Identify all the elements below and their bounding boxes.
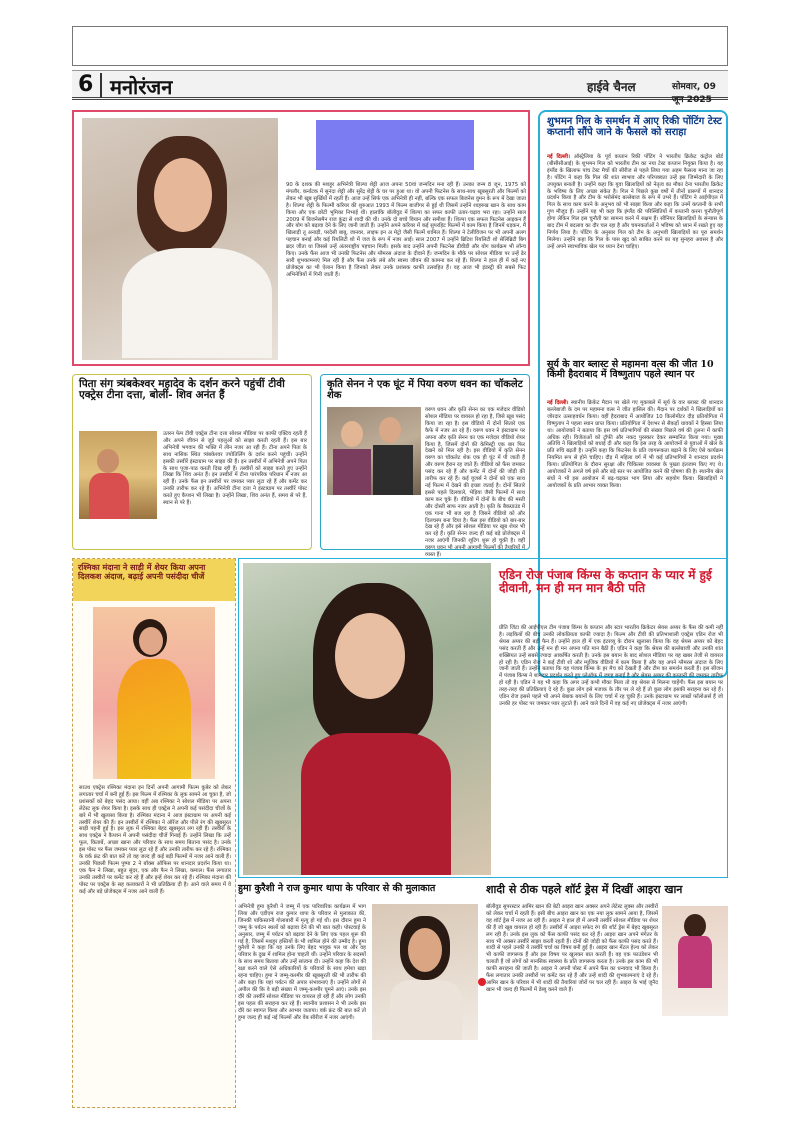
tina-body: उतरन फेम टीवी एक्ट्रेस टीना दत्ता सोशल मीडिया पर काफी एक्टिव रहती हैं और अपने जीवन से जुड़े पहलुओं को साझा करती रहती हैं। इस बार अभिनेत्री भगवान की भक्ति में लीन नजर आ रही हैं। टीना अपने पिता के साथ नासिक स्थित त्र्यंबकेश्वर ज्योतिर्लिंग के दर्शन करने पहुंचीं। उन्होंने इसकी तस्वीरें इंस्टाग्राम पर साझा की हैं। इन तस्वीरों में अभिनेत्री अपने पिता के साथ पूजा-पाठ करती दिख रही हैं। तस्वीरों को साझा करते हुए उन्होंने लिखा कि शिव अनंत हैं। इन तस्वीरों में टीना पारंपरिक परिधान में नजर आ रही हैं। उनके फैंस इन तस्वीरों पर जमकर प्यार लुटा रहे हैं और कमेंट कर उनकी तारीफ कर रहे हैं। अभिनेत्री टीना दत्ता ने इंस्टाग्राम पर तस्वीरें पोस्ट करते हुए कैप्शन भी लिखा है। उन्होंने लिखा, शिव अनंत हैं, समय से परे हैं, स्थान से परे हैं।: [163, 431, 307, 507]
kriti-headline: कृति सेनन ने एक घूंट में पिया वरुण धवन का चॉकलेट शेक: [327, 379, 523, 401]
top-banner-frame: [72, 26, 728, 66]
shubman-headline: शुभमन गिल के समर्थन में आए रिकी पोंटिंग टेस्ट कप्तानी सौंपे जाने के फैसले को सराहा: [547, 116, 722, 138]
huma-photo: [372, 904, 478, 1040]
tina-photo: [79, 431, 157, 519]
article-aaira: [486, 882, 728, 1108]
surya-text: स्थानीय क्रिकेट मैदान पर खेले गए मुकाबले में सूर्य के वार ब्लास्ट की शानदार बल्लेबाजी के दम पर महामना वत्स ने जीत हासिल की। मैदान पर दर्शकों ने खिलाड़ियों का जोरदार उत्साहवर्धन किया। वहीं हैदराबाद में आयोजित 10 किलोमीटर दौड़ प्रतियोगिता में विष्णुताप ने पहला स्थान प्राप्त किया। प्रतियोगिता में देशभर से सैकड़ों धावकों ने हिस्सा लिया था। आयोजकों ने बताया कि इस वर्ष प्रतिभागियों की संख्या पिछले वर्ष की तुलना में काफी अधिक रही। विजेताओं को ट्रॉफी और नकद पुरस्कार देकर सम्मानित किया गया। मुख्य अतिथि ने खिलाड़ियों को बधाई दी और कहा कि इस तरह के आयोजनों से युवाओं में खेल के प्रति रुचि बढ़ती है। उन्होंने कहा कि फिटनेस के प्रति जागरूकता बढ़ाने के लिए ऐसे कार्यक्रम नियमित रूप से होने चाहिए। दौड़ में महिला वर्ग में भी कई प्रतिभागियों ने शानदार प्रदर्शन किया। प्रतियोगिता के दौरान सुरक्षा और चिकित्सा व्यवस्था के पुख्ता इंतजाम किए गए थे। आयोजकों ने अगले वर्ष इसे और बड़े स्तर पर आयोजित करने की घोषणा की है। स्थानीय खेल संघों ने भी इस आयोजन में बढ़-चढ़कर भाग लिया और सहयोग किया। खिलाड़ियों ने आयोजकों के प्रति आभार व्यक्त किया।: [547, 400, 724, 489]
page-header: [72, 70, 728, 105]
shubman-body: [547, 154, 723, 354]
aaira-headline: शादी से ठीक पहले शॉर्ट ड्रेस में दिखीं आइरा खान: [486, 883, 683, 896]
article-rashmika: [72, 558, 236, 1108]
rashmika-body: साउथ एक्ट्रेस रश्मिका मंदाना इन दिनों अपनी आगामी फिल्म कुबेर को लेकर लगातार चर्चा में बनी हुई हैं। इस फिल्म में रश्मिका के लुक सामने आ चुका है, जो प्रशंसकों को बेहद पसंद आया। वहीं अब रश्मिका ने सोशल मीडिया पर अपना लेटेस्ट लुक शेयर किया है। इसके साथ ही एक्ट्रेस ने अपनी कई पसंदीदा चीजों के बारे में भी खुलासा किया है। रश्मिका मंदाना ने आज इंस्टाग्राम पर अपनी कई तस्वीरें शेयर की हैं। इन तस्वीरों में रश्मिका ने ऑरेंज और पीले रंग की खूबसूरत साड़ी पहनी हुई है। इस लुक में रश्मिका बेहद खूबसूरत लग रही हैं। तस्वीरों के साथ एक्ट्रेस ने कैप्शन में अपनी पसंदीदा चीजें गिनाई हैं। उन्होंने लिखा कि उन्हें फूल, किताबें, अच्छा खाना और परिवार के साथ समय बिताना पसंद है। उनके इस पोस्ट पर फैंस जमकर प्यार लुटा रहे हैं और उनकी तारीफ कर रहे हैं। रश्मिका के वर्क फ्रंट की बात करें तो वह जल्द ही कई बड़ी फिल्मों में नजर आने वाली हैं। उनकी पिछली फिल्म पुष्पा 2 ने बॉक्स ऑफिस पर शानदार प्रदर्शन किया था। एक फैन ने लिखा, बहुत सुंदर, एक और फैन ने लिखा, कमाल। फैंस लगातार उनकी तस्वीरों पर कमेंट कर रहे हैं और इन्हें शेयर कर रहे हैं। रश्मिका मंदाना की पोस्ट पर एक्ट्रेस के सह कलाकारों ने भी प्रतिक्रिया दी है। आने वाले समय में वे कई और बड़े प्रोजेक्ट्स में नजर आने वाली हैं।: [79, 785, 231, 895]
huma-body: अभिनेत्री हुमा कुरैशी ने जम्मू में एक पारिवारिक कार्यक्रम में भाग लिया और एडीएम राज कुमार थापा के परिवार से मुलाकात की, जिनकी पाकिस्तानी गोलाबारी में मृत्यु हो गई थी। इस दौरान हुमा ने जम्मू के पर्यटन स्थलों को बढ़ावा देने की भी बात कही। पोस्टवाई के अनुसार, जम्मू में पर्यटन को बढ़ावा देने के लिए एक पहल शुरू की गई है, जिसमें मशहूर हस्तियों के भी शामिल होने की उम्मीद है। हुमा कुरैशी ने कहा कि यह उनके लिए बेहद भावुक पल था और वह परिवार के दुख में शामिल होना चाहती थीं। उन्होंने परिवार के सदस्यों के साथ समय बिताया और उन्हें सांत्वना दी। उन्होंने कहा कि देश की रक्षा करने वाले ऐसे अधिकारियों के परिवारों के साथ हमेशा खड़ा रहना चाहिए। हुमा ने जम्मू-कश्मीर की खूबसूरती की भी तारीफ की और कहा कि यहां पर्यटन की अपार संभावनाएं हैं। उन्होंने लोगों से अपील की कि वे बड़ी संख्या में जम्मू-कश्मीर घूमने आएं। उनके इस दौरे की तस्वीरें सोशल मीडिया पर वायरल हो रही हैं और लोग उनकी इस पहल की सराहना कर रहे हैं। स्थानीय प्रशासन ने भी उनके इस दौरे का स्वागत किया और आभार जताया। वर्क फ्रंट की बात करें तो हुमा जल्द ही कई नई फिल्मों और वेब सीरीज में नजर आएंगी।: [238, 904, 366, 1021]
article-huma: [238, 882, 478, 1108]
aaira-photo: [662, 906, 728, 1016]
article-shilpa: [72, 110, 530, 366]
huma-headline: हुमा कुरैशी ने राज कुमार थापा के परिवार से की मुलाकात: [238, 883, 436, 894]
shilpa-title-block: [316, 120, 474, 170]
rashmika-headline: रश्मिका मंदाना ने साड़ी में शेयर किया अपना दिलकश अंदाज, बढ़ाई अपनी पसंदीदा चीजें: [78, 562, 206, 581]
aaira-body: बॉलीवुड सुपरस्टार आमिर खान की बेटी आइरा खान अक्सर अपने लेटेस्ट लुक्स और तस्वीरों को लेकर चर्चा में रहती हैं। इसी बीच आइरा खान का एक नया लुक सामने आया है, जिसमें वह शॉर्ट ड्रेस में नजर आ रही हैं। आइरा ने हाल ही में अपनी तस्वीरें सोशल मीडिया पर शेयर की हैं जो खूब वायरल हो रही हैं। तस्वीरों में आइरा सफेद रंग की शॉर्ट ड्रेस में बेहद खूबसूरत लग रही हैं। उनके इस लुक को फैंस काफी पसंद कर रहे हैं। आइरा खान अपने मंगेतर के साथ भी अक्सर तस्वीरें साझा करती रहती हैं। दोनों की जोड़ी को फैंस काफी पसंद करते हैं। शादी से पहले उनकी ये तस्वीरें चर्चा का विषय बनी हुई हैं। आइरा खान मेंटल हेल्थ को लेकर भी काफी जागरूक हैं और इस विषय पर खुलकर बात करती हैं। वह एक फाउंडेशन भी चलाती हैं जो लोगों को मानसिक स्वास्थ्य के प्रति जागरूक करता है। उनके इस काम की भी काफी सराहना की जाती है। आइरा ने अपनी पोस्ट में अपने फैंस का धन्यवाद भी किया है। फैंस लगातार उनकी तस्वीरों पर कमेंट कर रहे हैं और उन्हें शादी की शुभकामनाएं दे रहे हैं। आमिर खान के परिवार में भी शादी की तैयारियां जोरों पर चल रही हैं। आइरा के भाई जुनैद खान भी जल्द ही फिल्मों में डेब्यू करने वाले हैं।: [486, 904, 658, 993]
surya-headline: सूर्य के वार ब्लास्ट से महामना वत्स की जीत 10 किमी हैदराबाद में विष्णुताप पहले स्थान पर: [547, 359, 714, 381]
preity-headline: एडिन रोज पंजाब किंग्स के कप्तान के प्यार में हुई दीवानी, मन ही मन मान बैठी पति: [499, 568, 712, 595]
shilpa-body: 90 के दशक की मशहूर अभिनेत्री शिल्पा शेट्टी आज अपना 50वां जन्मदिन मना रही हैं। उनका जन्म 8 जून, 1975 को मंगलौर, कर्नाटक में सुनंदा शेट्टी और सुरेंद्र शेट्टी के घर पर हुआ था। वो अपनी फिटनेस के साथ-साथ खूबसूरती और फिल्मों को लेकर भी खूब सुर्खियों में रहती हैं। आज उन्हें सिर्फ एक अभिनेत्री ही नहीं, बल्कि एक सफल बिजनेस वुमन के रूप में देखा जाता है। शिल्पा शेट्टी के फिल्मी करियर की शुरुआत 1993 में फिल्म बाजीगर से हुई थी जिसमें उन्होंने शाहरुख खान के साथ काम किया और एक छोटी भूमिका निभाई थी। हालांकि बॉलीवुड में शिल्पा का सफर काफी उतार-चढ़ाव भरा रहा। उन्होंने साल 2009 में बिजनेसमैन राज कुंद्रा से शादी की थी। उनके दो बच्चे वियान और समीशा हैं। शिल्पा एक सफल फिटनेस आइकन हैं और योग को बढ़ावा देने के लिए जानी जाती हैं। उन्होंने अपने करियर में कई सुपरहिट फिल्मों में काम किया है जिनमें धड़कन, मैं खिलाड़ी तू अनाड़ी, परदेसी बाबू, जानवर, लाइफ इन अ मेट्रो जैसी फिल्में शामिल हैं। शिल्पा ने टेलीविजन पर भी अपनी अलग पहचान बनाई और कई रियलिटी शो में जज के रूप में नजर आईं। साल 2007 में उन्होंने ब्रिटिश रियलिटी शो सेलिब्रिटी बिग ब्रदर जीता था जिससे उन्हें अंतरराष्ट्रीय पहचान मिली। इसके बाद उन्होंने अपनी फिटनेस डीवीडी और योग कार्यक्रम भी लॉन्च किए। उनके फैंस आज भी उनकी फिटनेस और ग्लैमरस अंदाज के दीवाने हैं। जन्मदिन के मौके पर सोशल मीडिया पर उन्हें ढेर सारी शुभकामनाएं मिल रही हैं और फैंस उनके लंबे और स्वस्थ जीवन की कामना कर रहे हैं। शिल्पा ने हाल ही में कई नए प्रोजेक्ट्स का भी ऐलान किया है जिनको लेकर उनके प्रशंसक काफी उत्साहित हैं। वह आज भी इंडस्ट्री की सबसे फिट अभिनेत्रियों में गिनी जाती हैं।: [286, 182, 526, 278]
tina-headline: पिता संग त्र्यंबकेश्वर महादेव के दर्शन करने पहुंचीं टीवी एक्ट्रेस टीना दत्ता, बोलीं- शिव अनंत हैं: [79, 378, 285, 402]
bullet-dot: [478, 978, 486, 986]
kriti-body: वरुण धवन और कृति सेनन का एक मजेदार वीडियो सोशल मीडिया पर वायरल हो रहा है, जिसे खूब पसंद किया जा रहा है। इस वीडियो में दोनों सितारे एक कैफे में नजर आ रहे हैं। वरुण धवन ने इंस्टाग्राम पर अपना और कृति सेनन का एक मजेदार वीडियो शेयर किया है, जिसमें दोनों की केमिस्ट्री एक बार फिर देखने को मिल रही है। इस वीडियो में कृति सेनन वरुण का चॉकलेट शेक एक ही घूंट में पी जाती हैं और वरुण हैरान रह जाते हैं। वीडियो को फैंस जमकर पसंद कर रहे हैं और कमेंट में दोनों की जोड़ी की तारीफ कर रहे हैं। कई यूजर्स ने दोनों को एक साथ नई फिल्म में देखने की इच्छा जताई है। दोनों सितारे इससे पहले दिलवाले, भेड़िया जैसी फिल्मों में साथ काम कर चुके हैं। वीडियो में दोनों के बीच की मस्ती और दोस्ती साफ नजर आती है। कृति के बैकग्राउंड में एक गाना भी बज रहा है जिसने वीडियो को और दिलचस्प बना दिया है। फैंस इस वीडियो को बार-बार देख रहे हैं और इसे सोशल मीडिया पर खूब शेयर भी कर रहे हैं। कृति सेनन जल्द ही कई बड़े प्रोजेक्ट्स में नजर आएंगी जिनकी शूटिंग शुरू हो चुकी है। वहीं वरुण धवन भी अपनी आगामी फिल्मों की तैयारियों में व्यस्त हैं।: [425, 407, 525, 559]
preity-body: प्रीति जिंटा की आईपीएल टीम पंजाब किंग्स के कप्तान और स्टार भारतीय क्रिकेटर श्रेयस अय्यर के फैंस की कमी नहीं है। लड़कियों की बीच उनकी लोकप्रियता काफी ज्यादा है। फिल्म और टीवी की प्रतिभाशाली एक्ट्रेस एडिन रोज भी श्रेयस अय्यर की बड़ी फैन हैं। उन्होंने हाल ही में एक इंटरव्यू के दौरान खुलासा किया कि वह श्रेयस अय्यर को बेहद पसंद करती हैं और उन्हें मन ही मन अपना पति मान बैठी हैं। एडिन ने कहा कि श्रेयस की बल्लेबाजी और उनकी शांत शख्सियत उन्हें सबसे ज्यादा आकर्षित करती है। उनके इस बयान के बाद सोशल मीडिया पर यह खबर तेजी से वायरल हो रही है। एडिन रोज ने कई टीवी शो और म्यूजिक वीडियो में काम किया है और वह अपने ग्लैमरस अंदाज के लिए जानी जाती हैं। उन्होंने बताया कि वह पंजाब किंग्स के हर मैच को देखती हैं और टीम का समर्थन करती हैं। इस सीजन में पंजाब किंग्स ने शानदार प्रदर्शन करते हुए प्लेऑफ में जगह बनाई है और श्रेयस अय्यर की कप्तानी की जमकर तारीफ हो रही है। एडिन ने यह भी कहा कि अगर उन्हें कभी मौका मिला तो वह श्रेयस से मिलना चाहेंगी। फैंस इस बयान पर तरह-तरह की प्रतिक्रियाएं दे रहे हैं। कुछ लोग इसे मजाक के तौर पर ले रहे हैं तो कुछ लोग इसकी सराहना कर रहे हैं। एडिन रोज इससे पहले भी अपने बेबाक बयानों के लिए चर्चा में रह चुकी हैं। उनके इंस्टाग्राम पर लाखों फॉलोअर्स हैं जो उनकी हर पोस्ट पर जमकर प्यार लुटाते हैं। आने वाले दिनों में वह कई नए प्रोजेक्ट्स में नजर आएंगी।: [499, 625, 723, 707]
article-kriti: [320, 374, 530, 559]
preity-photo: [243, 563, 491, 875]
page-number: 6: [78, 72, 94, 97]
shilpa-photo: [82, 118, 278, 360]
issue-date: सोमवार, 09 जून 2025: [672, 82, 716, 105]
surya-dateline: नई दिल्ली।: [547, 400, 569, 406]
rashmika-photo: [93, 607, 215, 779]
shubman-dateline: नई दिल्ली।: [547, 154, 570, 160]
shubman-text: ऑस्ट्रेलिया के पूर्व कप्तान रिकी पोंटिंग ने भारतीय क्रिकेट कंट्रोल बोर्ड (बीसीसीआई) के शुभमन गिल को भारतीय टीम का नया टेस्ट कप्तान नियुक्त किया है। यह इंग्लैंड के खिलाफ पांच टेस्ट मैचों की सीरीज से पहले लिया गया अहम फैसला माना जा रहा है। पोंटिंग ने कहा कि गिल की शांत स्वभाव और परिपक्वता उन्हें इस जिम्मेदारी के लिए उपयुक्त बनाती है। उन्होंने कहा कि युवा खिलाड़ियों को नेतृत्व का मौका देना भारतीय क्रिकेट के भविष्य के लिए अच्छा संकेत है। गिल ने पिछले कुछ वर्षों में तीनों प्रारूपों में शानदार प्रदर्शन किया है और टीम के भरोसेमंद बल्लेबाज के रूप में उभरे हैं। पोंटिंग ने आईपीएल में गिल के साथ काम करने के अनुभव को भी साझा किया और कहा कि उनमें कप्तानी के सभी गुण मौजूद हैं। उन्होंने यह भी कहा कि इंग्लैंड की परिस्थितियों में कप्तानी करना चुनौतीपूर्ण होगा लेकिन गिल इस चुनौती का सामना करने में सक्षम हैं। सीनियर खिलाड़ियों के संन्यास के बाद टीम में बदलाव का दौर चल रहा है और चयनकर्ताओं ने भविष्य को ध्यान में रखते हुए यह निर्णय लिया है। पोंटिंग के अनुसार गिल को टीम के अनुभवी खिलाड़ियों का पूरा समर्थन मिलेगा। उन्होंने कहा कि गिल के पास खुद को साबित करने का यह सुनहरा अवसर है और उन्हें अपने स्वाभाविक खेल पर ध्यान देना चाहिए।: [547, 154, 723, 250]
article-preity: [238, 558, 728, 878]
section-divider: [100, 73, 102, 98]
brand-name: हाईवे चैनल: [587, 80, 636, 94]
article-tina: [72, 374, 312, 550]
section-title: मनोरंजन: [110, 75, 173, 99]
